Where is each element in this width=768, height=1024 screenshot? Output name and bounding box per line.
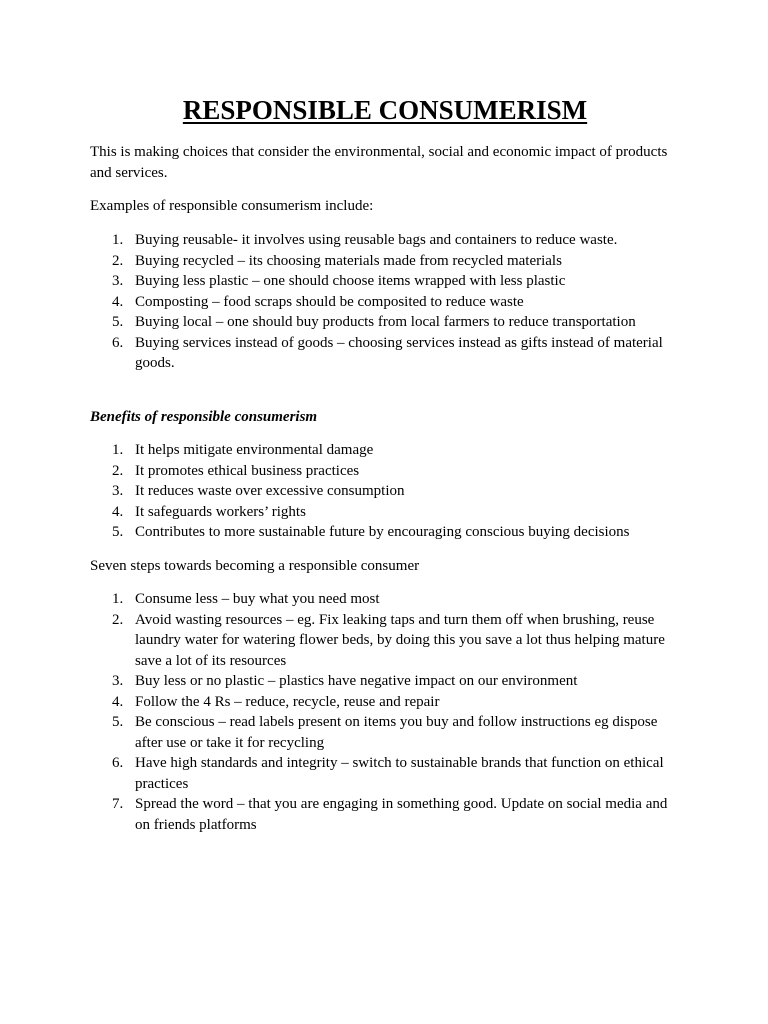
list-item: 1. It helps mitigate environmental damage: [112, 442, 374, 458]
list-item: 1. Buying reusable- it involves using reusable bags and containers to reduce waste.: [112, 232, 618, 248]
steps-heading: Seven steps towards becoming a responsible consumer: [90, 558, 420, 574]
list-item: 3. It reduces waste over excessive consumption: [112, 483, 405, 499]
list-item: 2. Avoid wasting resources – eg. Fix leaking taps and turn them off when brushing, reuse laundry water for watering flower beds, by doing this you save a lot thus helping mature save a lot of its resources: [112, 611, 665, 669]
benefits-list: [90, 440, 680, 543]
examples-section: [90, 196, 680, 217]
benefits-heading: Benefits of responsible consumerism: [90, 409, 318, 425]
list-item: 4. It safeguards workers’ rights: [112, 503, 306, 520]
document-title: RESPONSIBLE CONSUMERISM: [182, 95, 588, 125]
list-item: 3. Buying less plastic – one should choose items wrapped with less plastic: [112, 273, 566, 289]
list-item: 6. Have high standards and integrity – switch to sustainable brands that function on ethical practices: [112, 755, 664, 792]
list-item: 3. Buy less or no plastic – plastics have negative impact on our environment: [112, 673, 578, 689]
list-item: 5. Buying local – one should buy products from local farmers to reduce transportation: [112, 314, 636, 330]
intro-paragraph: This is making choices that consider the environmental, social and economic impact of products and services.: [90, 144, 668, 181]
steps-section: [90, 556, 680, 577]
steps-list: [90, 589, 680, 835]
list-item: 5. Contributes to more sustainable future by encouraging conscious buying decisions: [112, 524, 630, 540]
list-item: 1. Consume less – buy what you need most: [112, 591, 380, 607]
examples-list-section: [90, 230, 680, 374]
examples-list: [90, 230, 680, 374]
intro-section: [90, 142, 680, 183]
list-item: 5. Be conscious – read labels present on items you buy and follow instructions eg dispose after use or take it for recycling: [112, 714, 658, 751]
list-item: 2. It promotes ethical business practices: [112, 462, 360, 479]
steps-list-section: [90, 589, 680, 835]
list-item: 4. Follow the 4 Rs – reduce, recycle, reuse and repair: [112, 693, 440, 710]
examples-heading: Examples of responsible consumerism include:: [90, 198, 374, 214]
list-item: 4. Composting – food scraps should be composited to reduce waste: [112, 293, 524, 310]
list-item: 2. Buying recycled – its choosing materials made from recycled materials: [112, 252, 562, 269]
benefits-list-section: [90, 440, 680, 543]
list-item: 7. Spread the word – that you are engaging in something good. Update on social media and on friends platforms: [112, 796, 668, 833]
benefits-section: [90, 407, 680, 428]
list-item: 6. Buying services instead of goods – choosing services instead as gifts instead of material goods.: [112, 334, 663, 371]
